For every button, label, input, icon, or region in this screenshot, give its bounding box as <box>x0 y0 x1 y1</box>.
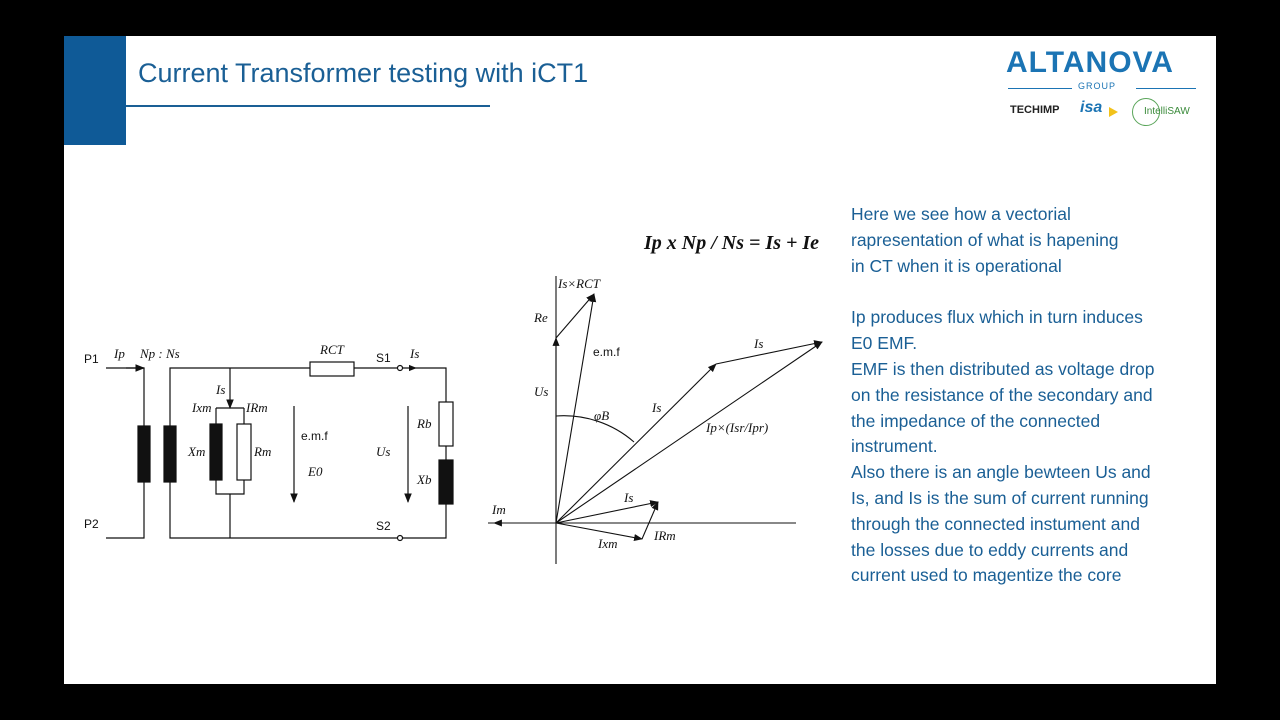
secondary-winding <box>164 426 176 482</box>
xm-reactor <box>210 424 222 480</box>
rm-label: Rm <box>254 444 272 459</box>
rb-resistor <box>439 402 453 446</box>
text-line: Ip produces flux which in turn induces <box>851 307 1143 328</box>
text-line: instrument. <box>851 436 938 457</box>
xb-reactor <box>439 460 453 504</box>
phasor-labels <box>491 276 768 551</box>
text-line: Is, and Is is the sum of current running <box>851 487 1149 508</box>
s1-to-rb <box>400 368 446 402</box>
s1-label: S1 <box>376 351 391 365</box>
equivalent-circuit <box>106 362 453 541</box>
text-line: Here we see how a vectorial <box>851 204 1071 224</box>
text-line: the impedance of the connected <box>851 410 1101 431</box>
is-output-label: Is <box>410 346 420 361</box>
primary-bottom <box>126 482 144 538</box>
turns-ratio-label: Np : Ns <box>140 346 180 361</box>
slide-title: Current Transformer testing with iCT1 <box>138 58 589 88</box>
text-line: the losses due to eddy currents and <box>851 539 1129 560</box>
explanation-text <box>851 202 1211 589</box>
is-mid-label: Is <box>652 400 662 415</box>
re-label: Re <box>534 310 548 325</box>
us-vector-label: Us <box>534 384 549 399</box>
ip-ratio-vector <box>556 342 822 523</box>
isa-logo: isa <box>1080 99 1103 116</box>
is-small-label: Is <box>624 490 634 505</box>
emf-vector <box>556 294 594 523</box>
rb-label: Rb <box>417 416 432 431</box>
is-branch-label: Is <box>216 382 226 397</box>
text-line: EMF is then distributed as voltage drop <box>851 358 1155 379</box>
ixm-vector-label: Ixm <box>598 536 618 551</box>
p1-label: P1 <box>84 352 99 366</box>
rm-resistor <box>237 424 251 480</box>
p2-label: P2 <box>84 517 99 531</box>
irm-vector-label: IRm <box>654 528 676 543</box>
irm-label: IRm <box>246 400 268 415</box>
xm-label: Xm <box>188 444 206 459</box>
text-line: Also there is an angle bewteen Us and <box>851 462 1151 483</box>
s2-label: S2 <box>376 519 391 533</box>
details-paragraph <box>851 305 1211 589</box>
im-label: Im <box>492 502 506 517</box>
circuit-labels <box>84 342 432 533</box>
text-line: E0 EMF. <box>851 333 918 354</box>
is-rct-label: Is×RCT <box>558 276 601 291</box>
intro-paragraph <box>851 202 1211 279</box>
emf-label: e.m.f <box>301 429 328 443</box>
secondary-top-wire <box>170 368 310 426</box>
is-top-label: Is <box>754 336 764 351</box>
slide <box>64 36 1216 684</box>
ip-ratio-label: Ip×(Isr/Ipr) <box>706 420 769 435</box>
logo-group-text: GROUP <box>1078 81 1117 91</box>
ip-label: Ip <box>114 346 125 361</box>
xb-to-s2 <box>400 504 446 538</box>
e0-label: E0 <box>308 464 323 479</box>
phi-b-label: φB <box>594 408 610 423</box>
intellisaw-logo: IntelliSAW <box>1144 106 1190 117</box>
text-line: current used to magentize the core <box>851 565 1122 586</box>
is-vector <box>556 364 716 523</box>
ixm-label: Ixm <box>192 400 212 415</box>
logo-brand: ALTANOVA <box>1006 46 1174 79</box>
secondary-bottom-wire <box>170 482 400 538</box>
text-line: rapresentation of what is hapening <box>851 229 1119 250</box>
text-line: through the connected instument and <box>851 513 1140 534</box>
primary-winding <box>138 426 150 482</box>
techimp-logo: TECHIMP <box>1010 104 1060 116</box>
emf-vector-label: e.m.f <box>593 345 620 359</box>
current-balance-formula: Ip x Np / Ns = Is + Ie <box>644 232 820 254</box>
rct-resistor <box>310 362 354 376</box>
text-line: in CT when it is operational <box>851 255 1062 276</box>
rct-label: RCT <box>320 342 344 357</box>
text-line: on the resistance of the secondary and <box>851 384 1153 405</box>
primary-top <box>126 368 144 426</box>
us-label: Us <box>376 444 391 459</box>
xb-label: Xb <box>417 472 432 487</box>
